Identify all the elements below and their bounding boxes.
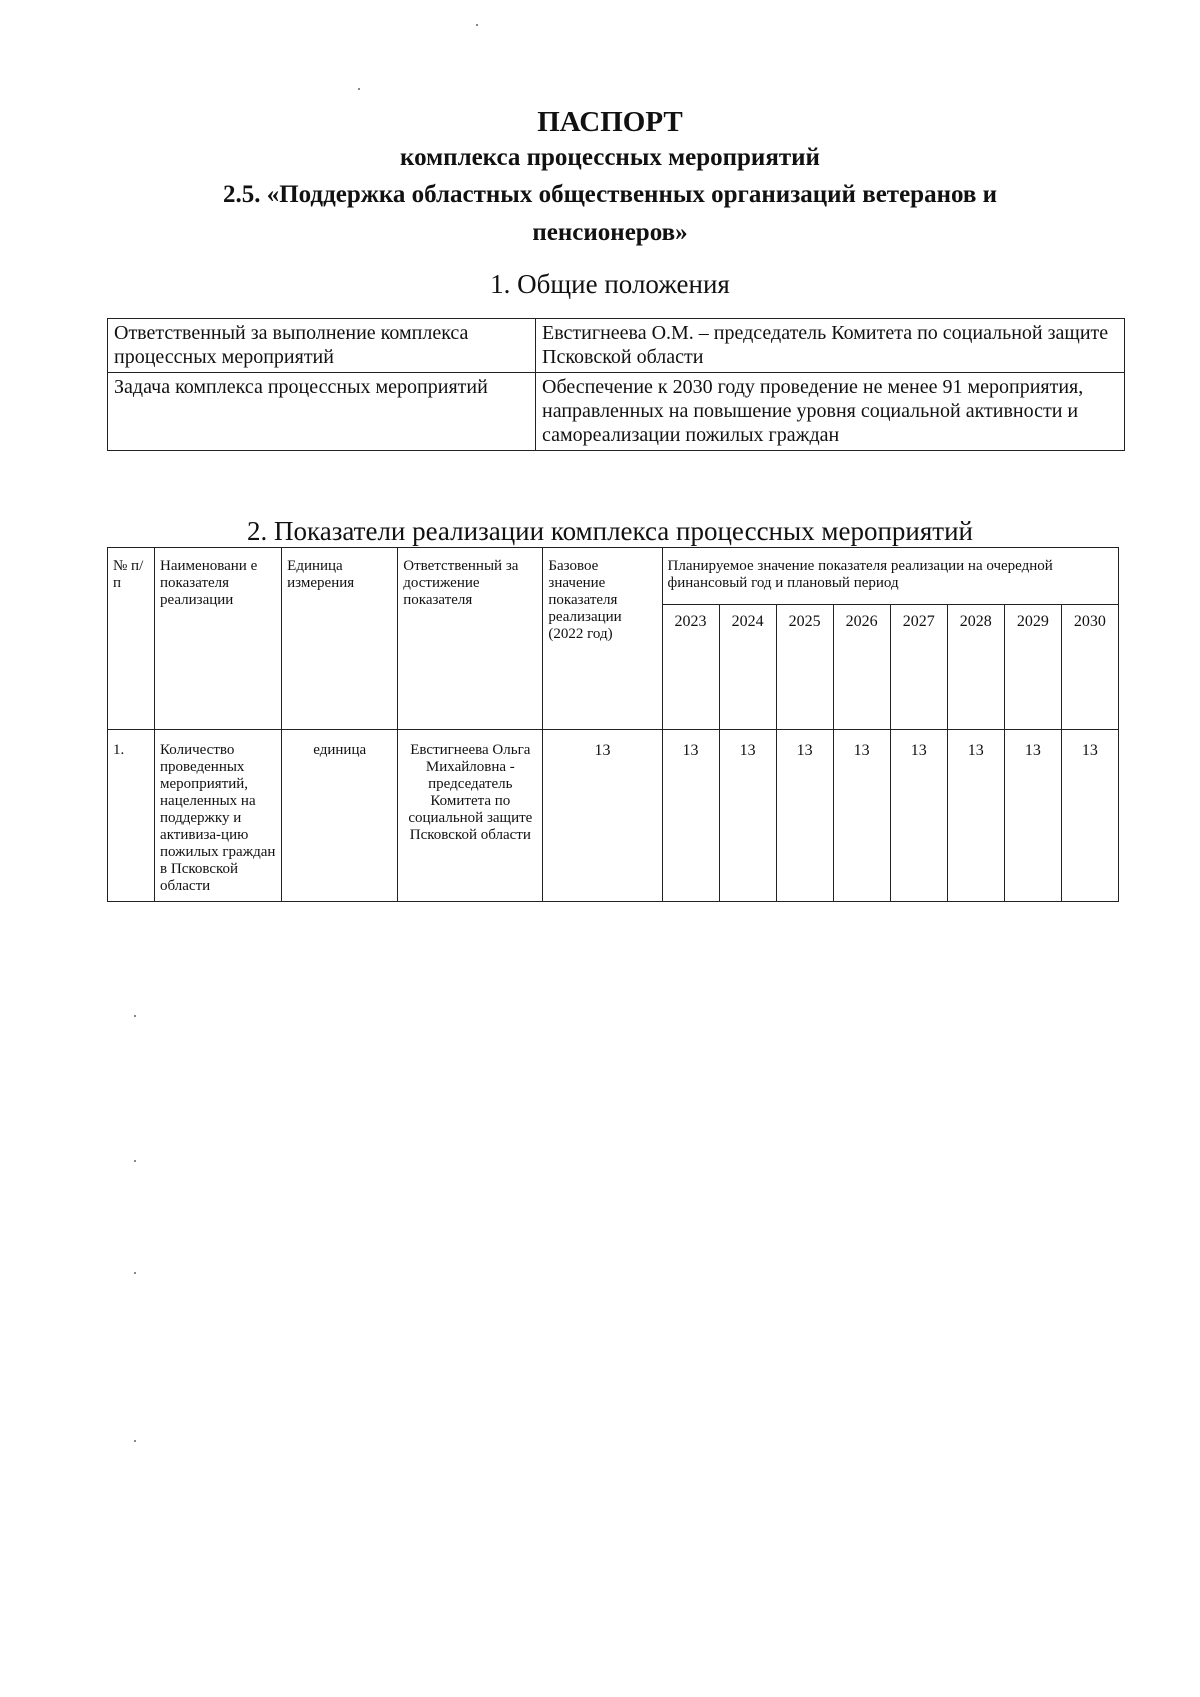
scan-speck — [134, 1160, 136, 1162]
header-name: Наименовани е показателя реализации — [155, 548, 282, 730]
row-year-value: 13 — [833, 730, 890, 902]
document-subtitle: комплекса процессных мероприятий — [400, 144, 820, 171]
header-year: 2030 — [1061, 605, 1118, 730]
row-name: Количество проведенных мероприятий, нацеленных на поддержку и активиза-цию пожилых граждан в Псковской области — [155, 730, 282, 902]
task-value: Обеспечение к 2030 году проведение не менее 91 мероприятия, направленных на повышение уровня социальной активности и самореализации пожилых граждан — [536, 373, 1125, 451]
document-title: ПАСПОРТ — [537, 106, 683, 138]
table-row — [108, 319, 1125, 373]
title-block — [110, 104, 1110, 252]
row-responsible: Евстигнеева Ольга Михайловна - председатель Комитета по социальной защите Псковской области — [398, 730, 543, 902]
scan-speck — [134, 1272, 136, 1274]
row-year-value: 13 — [947, 730, 1004, 902]
row-no: 1. — [108, 730, 155, 902]
general-provisions-table — [107, 318, 1125, 451]
scan-speck — [134, 1440, 136, 1442]
header-base: Базовое значение показателя реализации (2022 год) — [543, 548, 662, 730]
header-year: 2024 — [719, 605, 776, 730]
header-year: 2023 — [662, 605, 719, 730]
header-responsible: Ответственный за достижение показателя — [398, 548, 543, 730]
indicators-table — [107, 547, 1119, 902]
program-name: 2.5. «Поддержка областных общественных организаций ветеранов и пенсионеров» — [222, 181, 998, 246]
header-year: 2029 — [1004, 605, 1061, 730]
row-unit: единица — [282, 730, 398, 902]
table-header-row — [108, 548, 1119, 605]
header-year: 2025 — [776, 605, 833, 730]
header-unit: Единица измерения — [282, 548, 398, 730]
scan-speck — [476, 24, 478, 26]
header-year: 2026 — [833, 605, 890, 730]
row-year-value: 13 — [890, 730, 947, 902]
responsible-value: Евстигнеева О.М. – председатель Комитета по социальной защите Псковской области — [536, 319, 1125, 373]
header-year: 2027 — [890, 605, 947, 730]
scan-speck — [134, 1015, 136, 1017]
task-label: Задача комплекса процессных мероприятий — [108, 373, 536, 451]
row-year-value: 13 — [662, 730, 719, 902]
section2-heading: 2. Показатели реализации комплекса процессных мероприятий — [247, 516, 973, 546]
responsible-label: Ответственный за выполнение комплекса процессных мероприятий — [108, 319, 536, 373]
row-base-value: 13 — [543, 730, 662, 902]
table-row — [108, 730, 1119, 902]
row-year-value: 13 — [1004, 730, 1061, 902]
header-planned: Планируемое значение показателя реализации на очередной финансовый год и плановый период — [662, 548, 1118, 605]
row-year-value: 13 — [776, 730, 833, 902]
row-year-value: 13 — [1061, 730, 1118, 902]
table-row — [108, 373, 1125, 451]
header-no: № п/п — [108, 548, 155, 730]
section1-heading: 1. Общие положения — [490, 269, 730, 299]
scan-speck — [358, 88, 360, 90]
row-year-value: 13 — [719, 730, 776, 902]
header-year: 2028 — [947, 605, 1004, 730]
